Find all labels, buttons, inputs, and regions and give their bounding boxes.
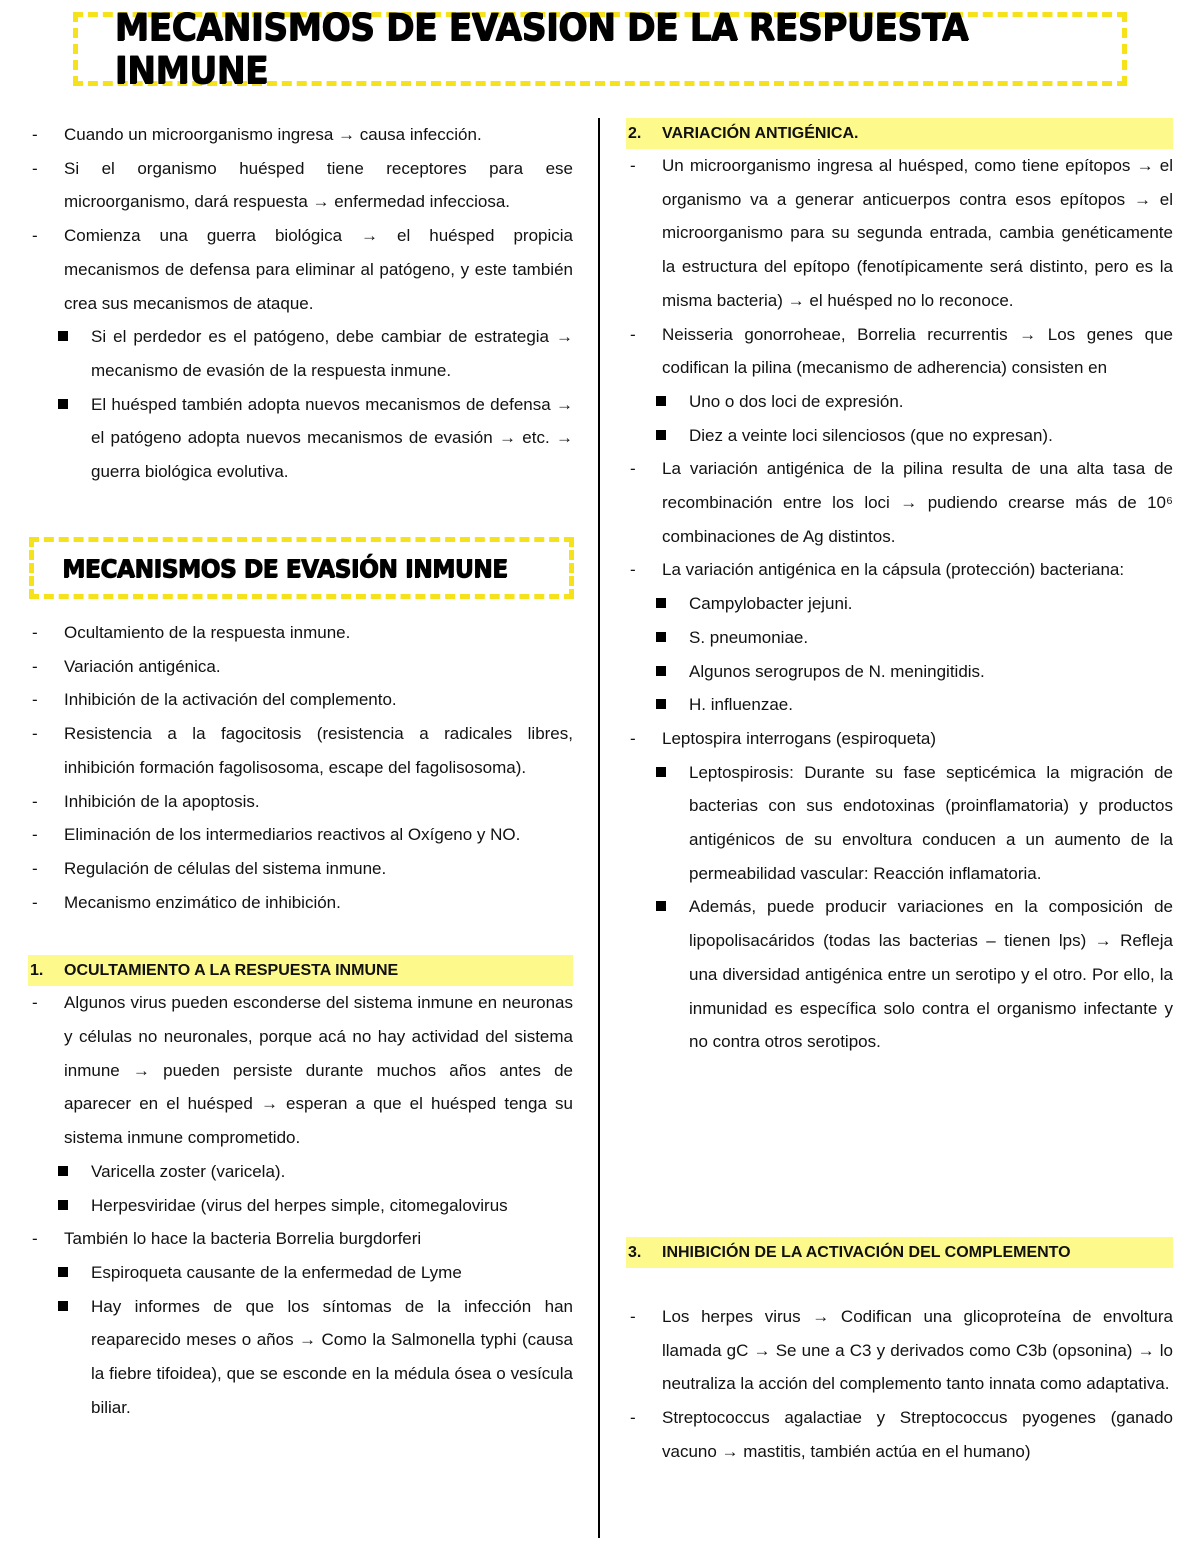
list-item: H. influenzae.: [626, 688, 1173, 722]
section-heading-1: [28, 955, 573, 986]
section-2-list: [626, 149, 1173, 1059]
list-item: - Un microorganismo ingresa al huésped, como tiene epítopos → el organismo va a generar anticuerpos contra esos epítopos → el microorganismo para su segunda entrada, cambia genéticamente la estructura del epítopo (fenotípicamente será distinto, pero es la misma bacteria) → el huésped no lo reconoce.: [626, 149, 1173, 318]
list-item: - La variación antigénica en la cápsula (protección) bacteriana:: [626, 553, 1173, 587]
list-item: - Leptospira interrogans (espiroqueta): [626, 722, 1173, 756]
section-title: OCULTAMIENTO A LA RESPUESTA INMUNE: [64, 961, 399, 979]
section-1-list: [28, 986, 573, 1424]
list-item: - Mecanismo enzimático de inhibición.: [28, 886, 573, 920]
section-heading-2: [626, 118, 1173, 149]
mechanisms-list: [28, 616, 573, 919]
list-item: - Cuando un microorganismo ingresa → causa infección.: [28, 118, 573, 152]
subtitle-box: [29, 537, 574, 599]
section-title: INHIBICIÓN DE LA ACTIVACIÓN DEL COMPLEMENTO: [662, 1243, 1071, 1261]
main-title-box: [73, 6, 1127, 92]
section-3-list: [626, 1300, 1173, 1469]
section-heading-3: [626, 1237, 1173, 1268]
list-item: - Eliminación de los intermediarios reactivos al Oxígeno y NO.: [28, 818, 573, 852]
list-item: - También lo hace la bacteria Borrelia burgdorferi: [28, 1222, 573, 1256]
list-item: - Inhibición de la activación del complemento.: [28, 683, 573, 717]
right-section-3: [626, 1237, 1173, 1469]
list-item: - Regulación de células del sistema inmune.: [28, 852, 573, 886]
list-item: - Resistencia a la fagocitosis (resistencia a radicales libres, inhibición formación fagolisosoma, escape del fagolisosoma).: [28, 717, 573, 784]
list-item: Además, puede producir variaciones en la composición de lipopolisacáridos (todas las bacterias – tienen lps) → Refleja una diversidad antigénica entre un serotipo y el otro. Por ello, la inmunidad es específica solo contra el organismo infectante y no contra otros serotipos.: [626, 890, 1173, 1059]
list-item: - La variación antigénica de la pilina resulta de una alta tasa de recombinación entre los loci → pudiendo crearse más de 10⁶ combinaciones de Ag distintos.: [626, 452, 1173, 553]
list-item: Varicella zoster (varicela).: [28, 1155, 573, 1189]
list-item: Algunos serogrupos de N. meningitidis.: [626, 655, 1173, 689]
subtitle: MECANISMOS DE EVASIÓN INMUNE: [62, 553, 508, 583]
left-intro: [28, 118, 573, 489]
list-item: - Variación antigénica.: [28, 650, 573, 684]
left-main: [28, 616, 573, 1424]
list-item: Leptospirosis: Durante su fase septicémica la migración de bacterias con sus endotoxinas (proinflamatoria) y productos antigénicos de su envoltura conducen a un aumento de la permeabilidad vascular: Reacción inflamatoria.: [626, 756, 1173, 891]
list-item: Uno o dos loci de expresión.: [626, 385, 1173, 419]
right-main: [626, 118, 1173, 1059]
section-title: VARIACIÓN ANTIGÉNICA.: [662, 124, 859, 142]
section-number: 3.: [628, 1243, 642, 1261]
list-item: - Inhibición de la apoptosis.: [28, 785, 573, 819]
section-number: 2.: [628, 124, 642, 142]
list-item: S. pneumoniae.: [626, 621, 1173, 655]
list-item: - Comienza una guerra biológica → el huésped propicia mecanismos de defensa para eliminar al patógeno, y este también crea sus mecanismos de ataque.: [28, 219, 573, 320]
main-title: MECANISMOS DE EVASION DE LA RESPUESTA INMUNE: [114, 6, 968, 92]
list-item: - Algunos virus pueden esconderse del sistema inmune en neuronas y células no neuronales, porque acá no hay actividad del sistema inmune → pueden persiste durante muchos años antes de aparecer en el huésped → esperan a que el huésped tenga su sistema inmune comprometido.: [28, 986, 573, 1155]
list-item: Hay informes de que los síntomas de la infección han reaparecido meses o años → Como la Salmonella typhi (causa la fiebre tifoidea), que se esconde en la médula ósea o vesícula biliar.: [28, 1290, 573, 1425]
list-item: Campylobacter jejuni.: [626, 587, 1173, 621]
list-item: - Si el organismo huésped tiene receptores para ese microorganismo, dará respuesta → enfermedad infecciosa.: [28, 152, 573, 219]
list-item: - Los herpes virus → Codifican una glicoproteína de envoltura llamada gC → Se une a C3 y derivados como C3b (opsonina) → lo neutraliza la acción del complemento tanto innata como adaptativa.: [626, 1300, 1173, 1401]
list-item: Diez a veinte loci silenciosos (que no expresan).: [626, 419, 1173, 453]
list-item: Si el perdedor es el patógeno, debe cambiar de estrategia → mecanismo de evasión de la respuesta inmune.: [28, 320, 573, 387]
list-item: - Ocultamiento de la respuesta inmune.: [28, 616, 573, 650]
column-divider: [598, 118, 600, 1538]
list-item: El huésped también adopta nuevos mecanismos de defensa → el patógeno adopta nuevos mecanismos de evasión → etc. → guerra biológica evolutiva.: [28, 388, 573, 489]
list-item: - Neisseria gonorroheae, Borrelia recurrentis → Los genes que codifican la pilina (mecanismo de adherencia) consisten en: [626, 318, 1173, 385]
section-number: 1.: [30, 961, 44, 979]
list-item: - Streptococcus agalactiae y Streptococcus pyogenes (ganado vacuno → mastitis, también actúa en el humano): [626, 1401, 1173, 1468]
list-item: Espiroqueta causante de la enfermedad de Lyme: [28, 1256, 573, 1290]
list-item: Herpesviridae (virus del herpes simple, citomegalovirus: [28, 1189, 573, 1223]
